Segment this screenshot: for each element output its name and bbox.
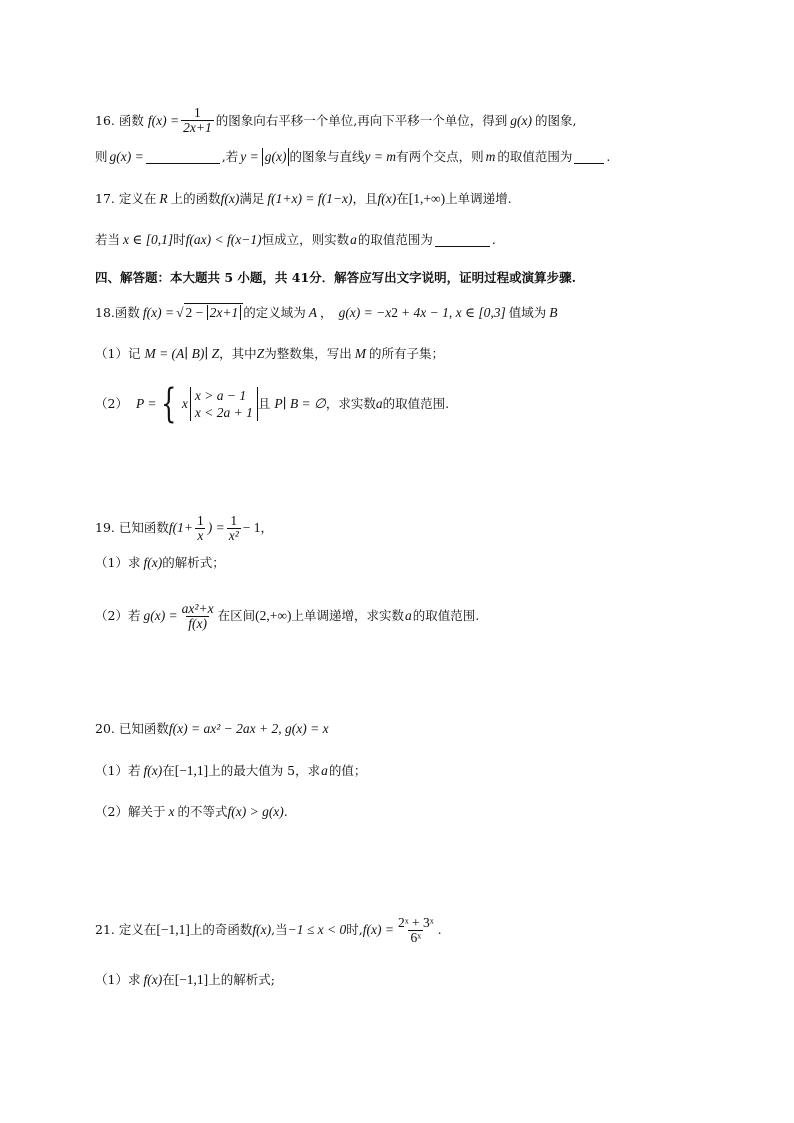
q21-int: [−1,1] xyxy=(156,922,190,937)
q20-text1: 已知函数 xyxy=(118,721,169,736)
q19-r-frac xyxy=(227,514,241,543)
q17-text5: 在 xyxy=(396,191,409,206)
q19-p1-label: （1）求 xyxy=(95,555,141,570)
q20-p2-label: （2）解关于 xyxy=(95,804,166,819)
q17-R: R xyxy=(159,191,168,206)
q17-text8: 时 xyxy=(173,232,186,247)
q21-cond: −1 ≤ x < 0 xyxy=(287,922,347,937)
q18-p2-text3: 的取值范围. xyxy=(382,396,450,411)
q18-p2-P: P = xyxy=(135,396,157,411)
q16-m: m xyxy=(485,149,496,164)
q20-p2-end: . xyxy=(283,804,288,819)
q17-end: . xyxy=(491,232,496,247)
q18-rad-abs: 2x+1 xyxy=(207,305,242,320)
q20-p2-text1: 的不等式 xyxy=(177,804,228,819)
q16-blank2[interactable] xyxy=(574,151,604,164)
q19-p1-text: 的解析式； xyxy=(162,555,225,570)
q18-gx: g(x) = −x xyxy=(338,304,392,320)
q19-p2-a: a xyxy=(404,608,412,623)
q16-gx-eq: g(x) = xyxy=(109,149,144,164)
q19-p2-gx: g(x) = xyxy=(143,608,178,623)
q18-p1-label: （1）记 xyxy=(95,346,141,361)
q20-expr: f(x) = ax² − 2ax + 2, g(x) = x xyxy=(168,721,329,736)
q19-line1 xyxy=(95,510,273,546)
q20-number: 20. xyxy=(95,721,115,736)
q18-text4: 值域为 xyxy=(508,304,547,320)
q20-part2 xyxy=(95,803,288,821)
q17-line1 xyxy=(95,190,512,208)
q16-frac-num: 1 xyxy=(194,105,201,120)
q18-text1: 函数 xyxy=(114,304,140,320)
q19-text1: 已知函数 xyxy=(118,520,169,535)
q20-p1-label: （1）若 xyxy=(95,763,141,778)
q19-p2-int: (2,+∞) xyxy=(255,608,292,623)
q19-text2: ， xyxy=(260,520,274,535)
q20-line1 xyxy=(95,720,329,738)
q21-number: 21. xyxy=(95,922,115,937)
q16-ym: y = m xyxy=(364,149,397,164)
q18-part1 xyxy=(95,345,444,363)
q21-num: 2ˣ + 3ˣ xyxy=(397,914,434,930)
q18-p1-Z: Z xyxy=(256,346,265,361)
left-brace-icon: { xyxy=(161,381,177,427)
q18-rad-pre: 2 − xyxy=(185,305,204,320)
q17-number: 17. xyxy=(95,191,115,206)
q18-p2-system xyxy=(190,387,258,421)
q18-p2-label: （2） xyxy=(95,396,128,411)
q18-p2-text2: ，求实数 xyxy=(325,396,376,411)
q19-part2 xyxy=(95,598,479,634)
q21-frac xyxy=(396,916,436,945)
q18-p1-text3: 的所有子集； xyxy=(368,346,444,361)
q19-number: 19. xyxy=(95,520,115,535)
q21-text3: ,当 xyxy=(271,922,288,937)
q17-ineq: f(ax) < f(x−1) xyxy=(185,232,262,247)
q17-interval: [1,+∞) xyxy=(408,191,446,206)
q16-text8: 的取值范围为 xyxy=(497,149,573,164)
q20-p1-text1: 在 xyxy=(162,763,175,778)
q16-blank1[interactable] xyxy=(146,151,220,164)
q19-part1 xyxy=(95,554,225,572)
q18-fx: f(x) = xyxy=(142,304,175,320)
q19-r-post: − 1 xyxy=(242,520,261,535)
section-4-heading: 四、解答题：本大题共 5 小题，共 41分．解答应写出文字说明，证明过程或演算步骤. xyxy=(95,270,577,285)
q21-text2: 上的奇函数 xyxy=(189,922,253,937)
q16-end: . xyxy=(606,149,611,164)
q19-p2-frac xyxy=(180,602,216,631)
q17-text6: 上单调递增. xyxy=(445,191,512,206)
q18-part2 xyxy=(95,382,449,426)
q19-f-pre: f(1+ xyxy=(168,520,194,535)
q18-p2-cond1: x > a − 1 xyxy=(194,388,247,403)
q19-f-frac xyxy=(195,514,206,543)
q18-radicand xyxy=(184,303,244,322)
q17-text1: 定义在 xyxy=(118,191,157,206)
q19-p2-den: f(x) xyxy=(188,615,207,631)
q16-text5: ,若 xyxy=(221,149,239,164)
q21-text4: 时, xyxy=(346,922,363,937)
q19-f-den: x xyxy=(197,527,204,543)
q18-text2: 的定义域为 xyxy=(243,304,306,320)
sqrt-icon: √ xyxy=(176,305,184,320)
q16-text4: 则 xyxy=(95,149,108,164)
q16-text7: 有两个交点，则 xyxy=(396,149,484,164)
q21-end: . xyxy=(437,922,442,937)
q21-p1-text1: 在 xyxy=(162,972,175,987)
q18-p2-cond: P∣ B = ∅ xyxy=(274,396,326,411)
q18-p1-M: M = (A∣ B)∣ Z xyxy=(144,346,220,361)
q20-p1-a: a xyxy=(321,763,328,778)
q19-p2-label: （2）若 xyxy=(95,608,141,623)
q16-abs-gx: g(x) xyxy=(262,148,290,166)
q17-fx: f(x) xyxy=(220,191,240,206)
q17-text9: 恒成立，则实数 xyxy=(261,232,350,247)
q17-text4: ，且 xyxy=(352,191,378,206)
q17-cond: x ∈ [0,1] xyxy=(123,232,174,247)
q21-fx: f(x) xyxy=(252,922,272,937)
q17-text2: 上的函数 xyxy=(170,191,221,206)
q18-p2-cond2: x < 2a + 1 xyxy=(194,405,253,420)
q16-yeq: y = xyxy=(240,149,259,164)
q16-frac-den: 2x+1 xyxy=(183,120,212,135)
q18-p1-text1: ，其中 xyxy=(219,346,257,361)
q20-p1-text2: 上的最大值为 5，求 xyxy=(208,763,321,778)
q18-p2-text1: 且 xyxy=(257,396,271,411)
q17-fx2: f(x) xyxy=(377,191,397,206)
q19-f-num: 1 xyxy=(197,512,204,528)
q17-text10: 的取值范围为 xyxy=(357,232,433,247)
q19-p1-fx: f(x) xyxy=(143,555,163,570)
q21-line1 xyxy=(95,912,442,948)
q19-r-den: x² xyxy=(228,527,239,543)
q16-text3: 的图象, xyxy=(534,112,577,128)
q17-eq: f(1+x) = f(1−x) xyxy=(267,191,353,206)
q21-den: 6ˣ xyxy=(410,929,422,945)
q19-p2-num: ax²+x xyxy=(181,600,214,616)
q21-text1: 定义在 xyxy=(118,922,157,937)
q17-text3: 满足 xyxy=(239,191,265,206)
q16-line2 xyxy=(95,148,610,166)
q18-line1 xyxy=(95,303,558,322)
q18-p1-M2: M xyxy=(354,346,366,361)
q21-part1 xyxy=(95,971,275,989)
q21-p1-text2: 上的解析式; xyxy=(208,972,275,987)
q20-p1-text3: 的值； xyxy=(328,763,367,778)
q16-text2: 的图象向右平移一个单位,再向下平移一个单位，得到 xyxy=(215,112,508,128)
q16-number: 16. xyxy=(95,112,115,128)
q16-fraction xyxy=(181,106,214,135)
q19-p2-text1: 在区间 xyxy=(217,608,256,623)
q18-p2-x: x xyxy=(181,396,188,411)
q16-fx: f(x) = xyxy=(147,112,180,128)
q19-p2-text3: 的取值范围. xyxy=(412,608,480,623)
q17-a: a xyxy=(350,232,357,247)
q18-A: A xyxy=(308,304,318,320)
q18-sq: 2 xyxy=(391,304,399,320)
q18-sqrt xyxy=(176,303,243,322)
q16-gx: g(x) xyxy=(510,112,532,128)
q18-text3: ， xyxy=(320,304,333,320)
q18-p2-a: a xyxy=(375,396,383,411)
q17-text7: 若当 xyxy=(95,232,121,247)
q17-line2 xyxy=(95,231,496,249)
q20-p2-x: x xyxy=(168,804,175,819)
q18-gx-rest: + 4x − 1, x ∈ [0,3] xyxy=(401,304,506,320)
q21-p1-label: （1）求 xyxy=(95,972,141,987)
q20-p2-ineq: f(x) > g(x) xyxy=(227,804,284,819)
q16-line1 xyxy=(95,106,576,135)
q21-fx2: f(x) = xyxy=(362,922,394,937)
q21-p1-fx: f(x) xyxy=(143,972,163,987)
q18-p1-text2: 为整数集，写出 xyxy=(264,346,352,361)
q17-blank[interactable] xyxy=(435,234,490,247)
q20-p1-fx: f(x) xyxy=(143,763,163,778)
q19-p2-text2: 上单调递增，求实数 xyxy=(291,608,404,623)
q16-text6: 的图象与直线 xyxy=(289,149,365,164)
q16-text1: 函数 xyxy=(118,112,144,128)
q20-p1-int: [−1,1] xyxy=(174,763,209,778)
q18-B: B xyxy=(549,304,558,320)
q18-number: 18. xyxy=(95,304,115,320)
q20-part1 xyxy=(95,762,366,780)
q21-p1-int: [−1,1] xyxy=(174,972,209,987)
q19-r-num: 1 xyxy=(230,512,238,528)
q19-f-post: ) = xyxy=(207,520,225,535)
